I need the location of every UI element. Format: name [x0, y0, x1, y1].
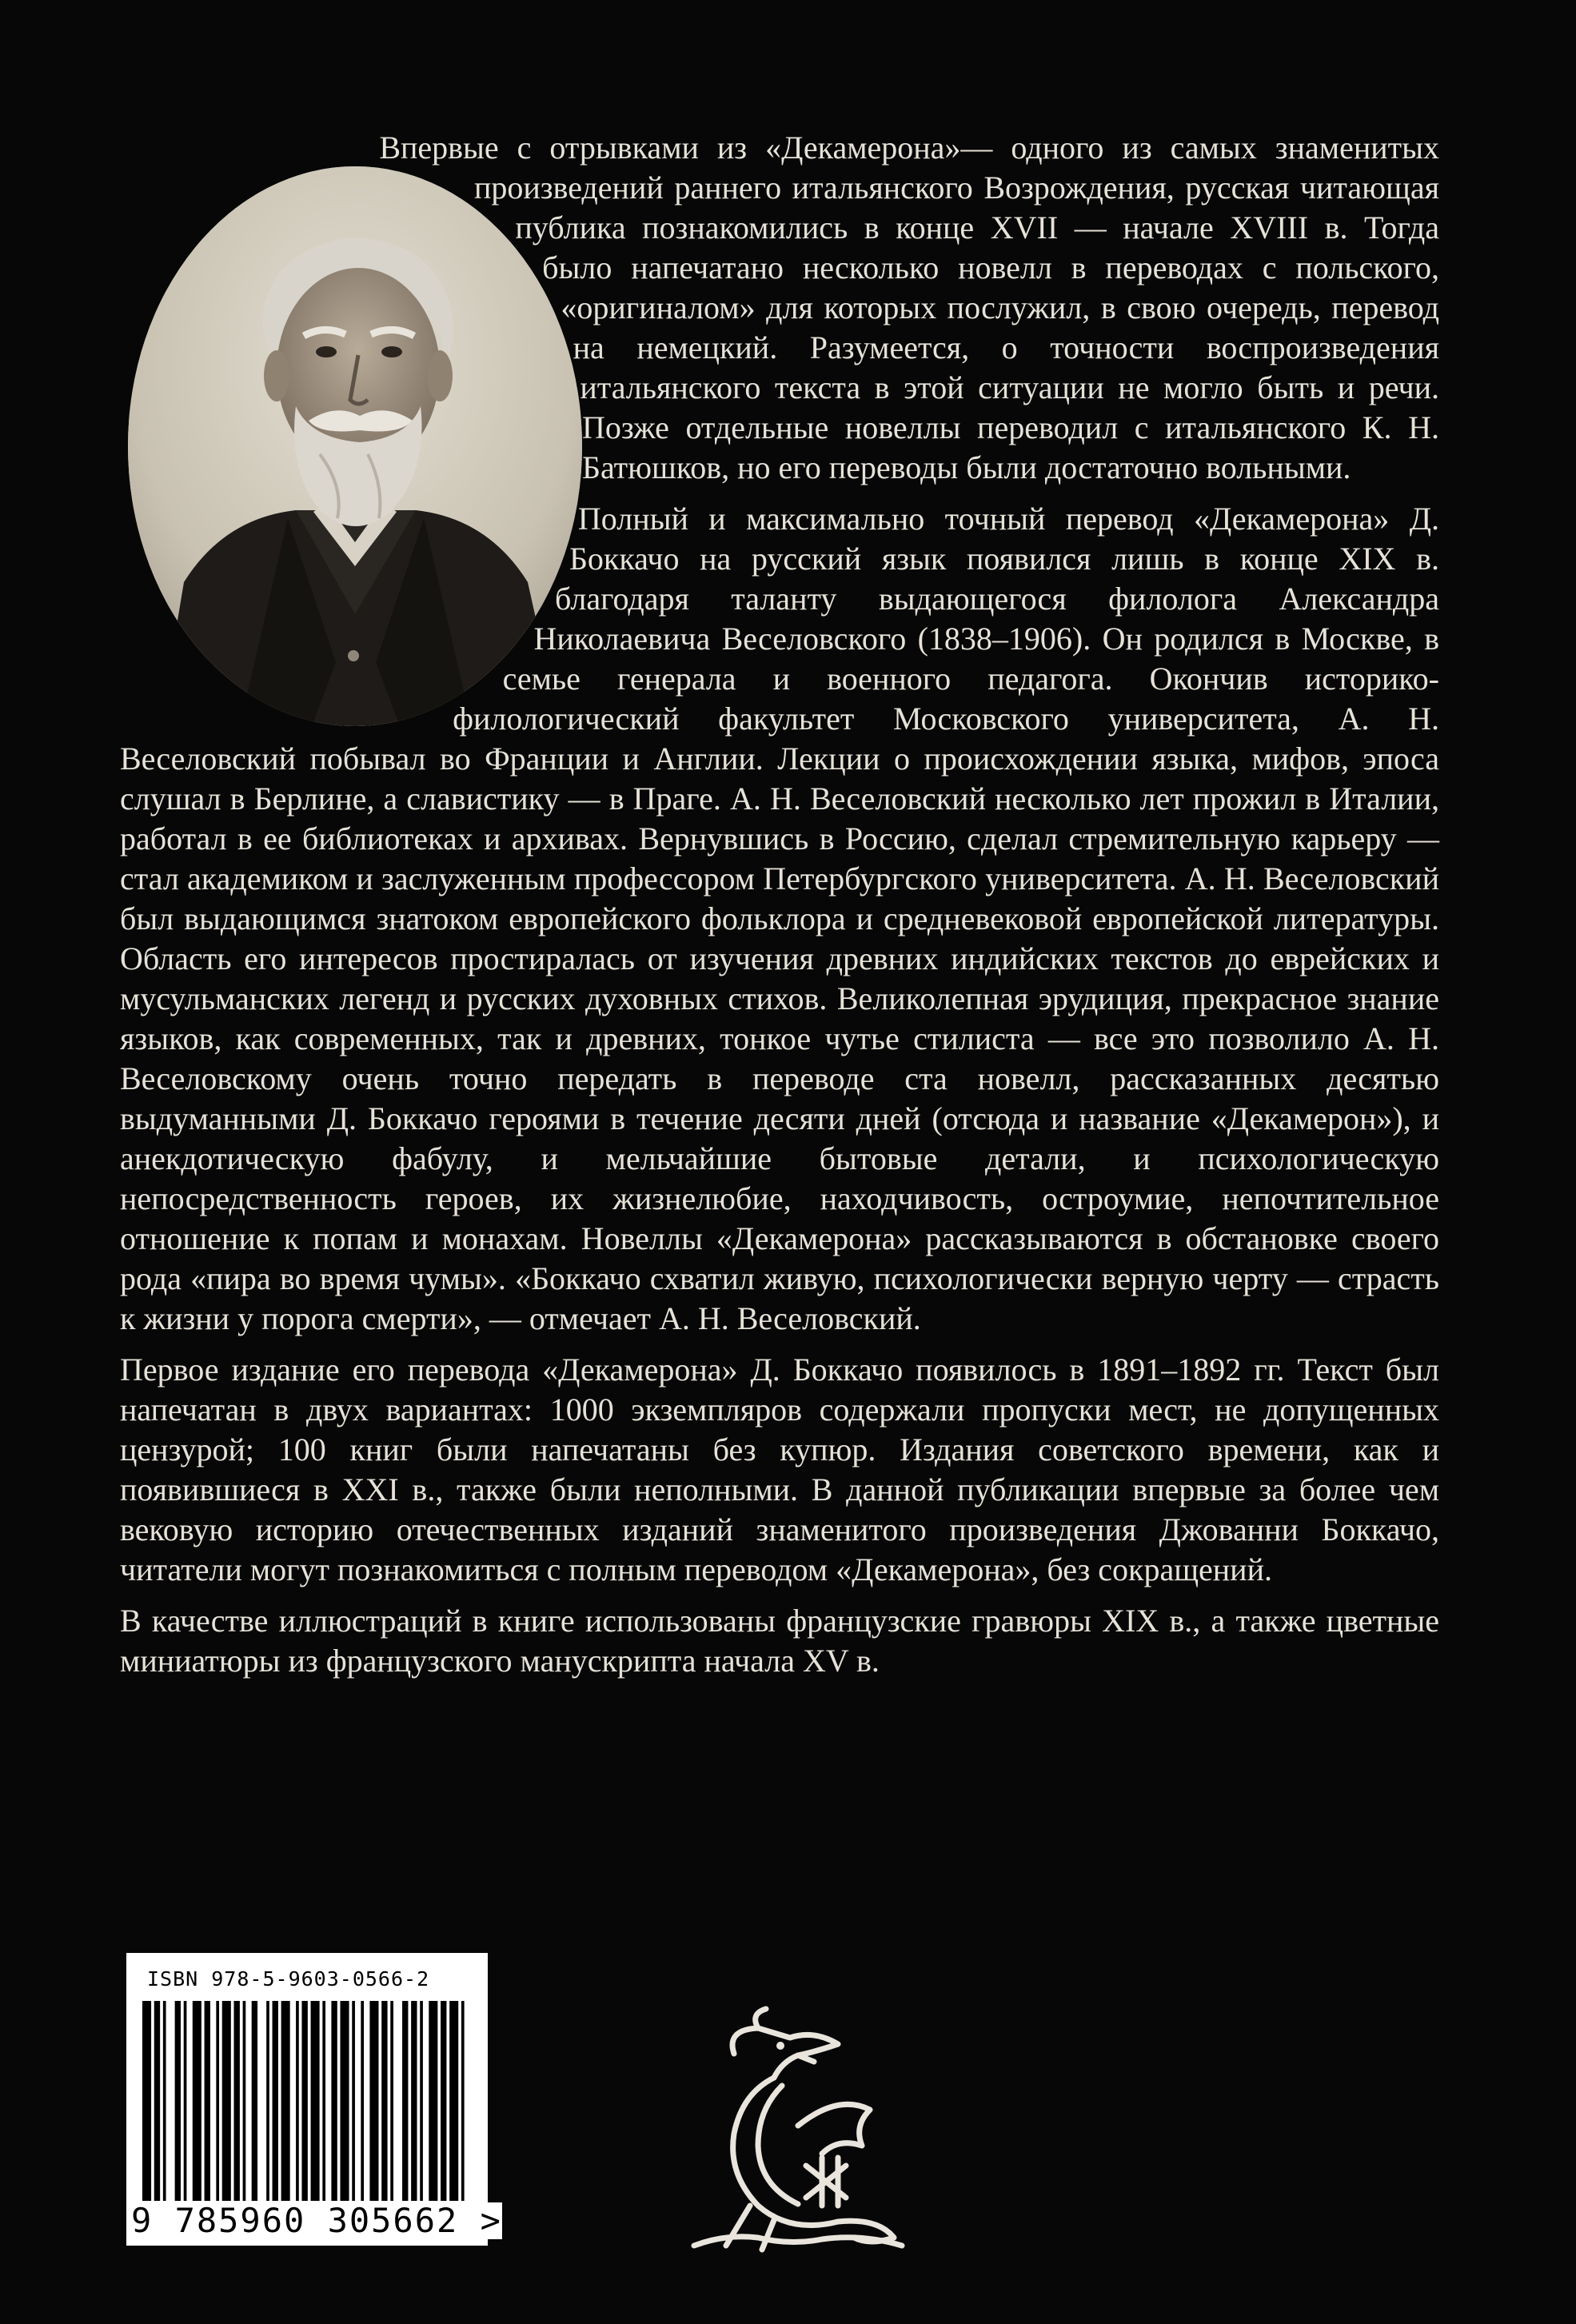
barcode-digits: 9 785960 305662 > [131, 2201, 502, 2240]
dragon-logo-icon [678, 2006, 918, 2262]
barcode-bar [331, 2001, 337, 2201]
barcode-bar [216, 2001, 219, 2201]
barcode-bar [273, 2001, 278, 2201]
barcode-bar [154, 2001, 160, 2201]
barcode-bar [281, 2001, 290, 2201]
barcode-bar [411, 2001, 417, 2201]
barcode-bar [163, 2001, 166, 2201]
barcode-bar [461, 2001, 465, 2201]
paragraph-veselovsky: Полный и максимально точный перевод «Декамерона» Д. Боккачо на русский язык появился лишь в конце XIX в. благодаря таланту выдающегося филолога Александра Николаевича Веселовского (1838–1906). Он родился в Москве, в семье генерала и военного педагога. Окончив историко-филологический факультет Московского университета, А. Н. Веселовский побывал во Франции и Англии. Лекции о происхождении языка, мифов, эпоса слушал в Берлине, а славистику — в Праге. А. Н. Веселовский несколько лет прожил в Италии, работал в ее библиотеках и архивах. Вернувшись в Россию, сделал стремительную карьеру — стал академиком и заслуженным профессором Петербургского университета. А. Н. Веселовский был выдающимся знатоком европейского фольклора и средневековой европейской литературы. Область его интересов простиралась от изучения древних индийских текстов до еврейских и мусульманских легенд и русских духовных стихов. Великолепная эрудиция, прекрасное знание языков, как современных, так и древних, тонкое чутье стилиста — все это позволило А. Н. Веселовскому очень точно передать в переводе ста новелл, рассказанных десятью выдуманными Д. Боккачо героями в течение десяти дней (отсюда и название «Декамерон»), и анекдотическую фабулу, и мельчайшие бытовые детали, и психологическую непосредственность героев, их жизнелюбие, находчивость, остроумие, непочтительное отношение к попам и монахам. Новеллы «Декамерона» рассказываются в обстановке своего рода «пира во время чумы». «Боккачо схватил живую, психологически верную черту — страсть к жизни у порога смерти», — отмечает А. Н. Веселовский. [120, 501, 1439, 1336]
barcode-bar [193, 2001, 201, 2201]
barcode-bar [361, 2001, 364, 2201]
barcode-bar [175, 2001, 181, 2201]
cover-description [120, 128, 1439, 1692]
barcode-bar [420, 2001, 423, 2201]
barcode-bar [311, 2001, 320, 2201]
paragraph-illustrations: В качестве иллюстраций в книге использованы французские гравюры XIX в., а также цветные миниатюры из французского манускрипта начала XV в. [120, 1603, 1439, 1679]
barcode-bar [243, 2001, 246, 2201]
barcode-bars [142, 2001, 470, 2201]
barcode-bar [142, 2001, 151, 2201]
barcode-bar [352, 2001, 355, 2201]
barcode-bar [222, 2001, 231, 2201]
isbn-barcode [126, 1953, 502, 2246]
barcode-bar [449, 2001, 458, 2201]
barcode-bar [296, 2001, 299, 2201]
isbn-label: ISBN 978-5-9603-0566-2 [147, 1967, 430, 1991]
publisher-logo [678, 2006, 918, 2262]
barcode-bar [340, 2001, 349, 2201]
barcode-bar [369, 2001, 378, 2201]
barcode-bar [234, 2001, 240, 2201]
barcode-bar [402, 2001, 408, 2201]
paragraph-first-edition: Первое издание его перевода «Декамерона» Д. Боккачо появилось в 1891–1892 гг. Текст был напечатан в двух вариантах: 1000 экземпляров содержали пропуски мест, не допущенных цензурой; 100 книг были напечатаны без купюр. Издания советского времени, как и появившиеся в XXI в., также были неполными. В данной публикации впервые за более чем вековую историю отечественных изданий знаменитого произведения Джованни Боккачо, читатели могут познакомиться с полным переводом «Декамерона», без сокращений. [120, 1352, 1439, 1587]
barcode-bar [301, 2001, 307, 2201]
barcode-bar [266, 2001, 269, 2201]
barcode-bar [429, 2001, 437, 2201]
barcode-bar [441, 2001, 446, 2201]
barcode-bar [252, 2001, 257, 2201]
barcode-bar [322, 2001, 325, 2201]
barcode-bar [184, 2001, 187, 2201]
paragraph-early-translations: Впервые с отрывками из «Декамерона»— одного из самых знаменитых произведений раннего итальянского Возрождения, русская читающая публика познакомились в конце XVII — начале XVIII в. Тогда было напечатано несколько новелл в переводах с польского, «оригиналом» для которых послужил, в свою очередь, перевод на немецкий. Разумеется, о точности воспроизведения итальянского текста в этой ситуации не могло быть и речи. Позже отдельные новеллы переводил с итальянского К. Н. Батюшков, но его переводы были достаточно вольными. [379, 130, 1439, 485]
barcode-bar [390, 2001, 393, 2201]
barcode-bar [381, 2001, 387, 2201]
barcode-bar [205, 2001, 210, 2201]
